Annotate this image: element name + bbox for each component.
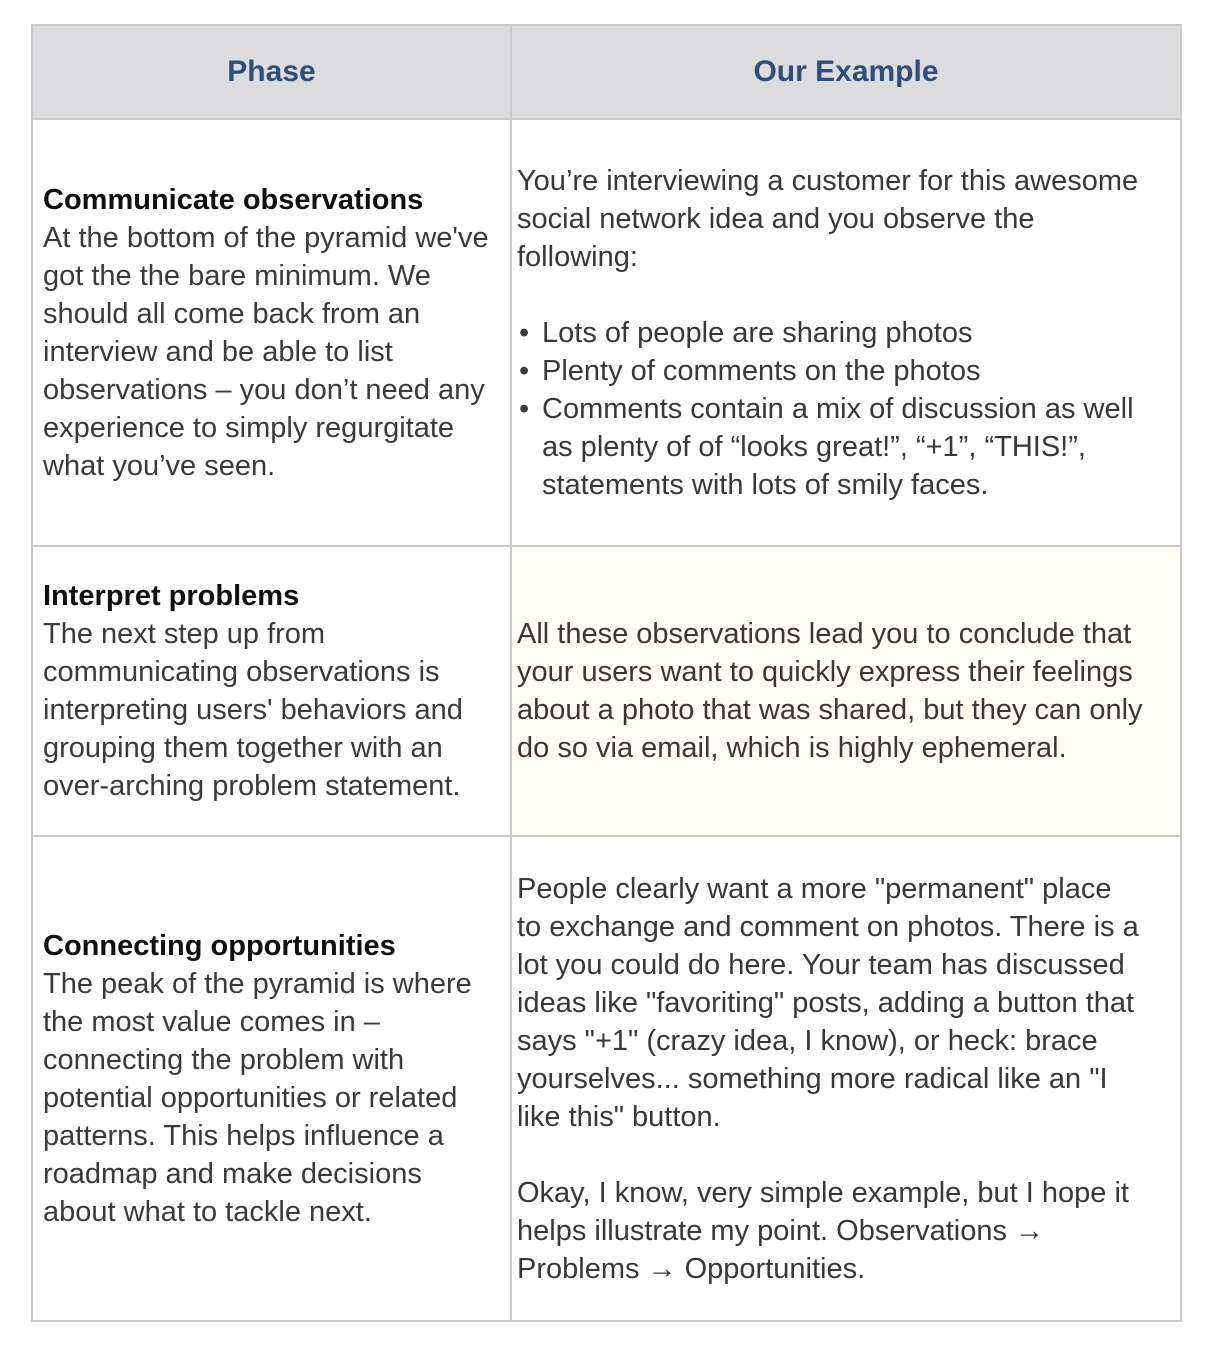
table-row-interpret-problems <box>32 546 1181 836</box>
list-item: • Plenty of comments on the photos <box>517 352 1143 390</box>
example-paragraph: People clearly want a more "permanent" place to exchange and comment on photos. There is a lot you could do here. Your team has discussed ideas like "favoriting" posts, adding a button that says "+1" (crazy idea, I know), or heck: brace yourselves... something more radical like an "I like this" button. <box>517 872 1139 1133</box>
example-cell-opportunities <box>511 836 1181 1321</box>
phase-cell-interpret-problems <box>32 546 511 836</box>
example-paragraph: Okay, I know, very simple example, but I hope it helps illustrate my point. Observations → Problems → Opportunities. <box>517 1176 1129 1285</box>
phase-title: Communicate observations <box>43 183 424 216</box>
table-row-connecting-opportunities <box>32 836 1181 1321</box>
phase-title: Interpret problems <box>43 580 300 612</box>
column-header-phase: Phase <box>32 25 511 119</box>
observations-bullet-list <box>517 314 1143 504</box>
example-cell-observations <box>511 119 1181 546</box>
example-intro-paragraph: You’re interviewing a customer for this awesome social network idea and you observe the following: <box>517 164 1139 273</box>
phase-cell-communicate-observations <box>32 119 511 546</box>
phase-example-table <box>31 24 1182 1322</box>
phase-description: The next step up from communicating observations is interpreting users' behaviors and grouping them together with an over-arching problem statement. <box>43 618 463 802</box>
phase-description: The peak of the pyramid is where the most value comes in – connecting the problem with potential opportunities or related patterns. This helps influence a roadmap and make decisions about what to tackle next. <box>43 967 472 1228</box>
list-item: • Lots of people are sharing photos <box>517 314 1143 352</box>
column-header-our-example: Our Example <box>511 25 1181 119</box>
table-row-communicate-observations <box>32 119 1181 546</box>
example-cell-problems <box>511 546 1181 836</box>
table-header-row <box>32 25 1181 119</box>
list-item: • Comments contain a mix of discussion as well as plenty of of “looks great!”, “+1”, “THIS!”, statements with lots of smily faces. <box>517 390 1143 504</box>
phase-cell-connecting-opportunities <box>32 836 511 1321</box>
phase-title: Connecting opportunities <box>43 929 396 962</box>
example-paragraph: All these observations lead you to conclude that your users want to quickly express their feelings about a photo that was shared, but they can only do so via email, which is highly ephemeral. <box>517 618 1143 764</box>
phase-description: At the bottom of the pyramid we've got the the bare minimum. We should all come back from an interview and be able to list observations – you don’t need any experience to simply regurgitate what you’ve seen. <box>43 221 489 482</box>
